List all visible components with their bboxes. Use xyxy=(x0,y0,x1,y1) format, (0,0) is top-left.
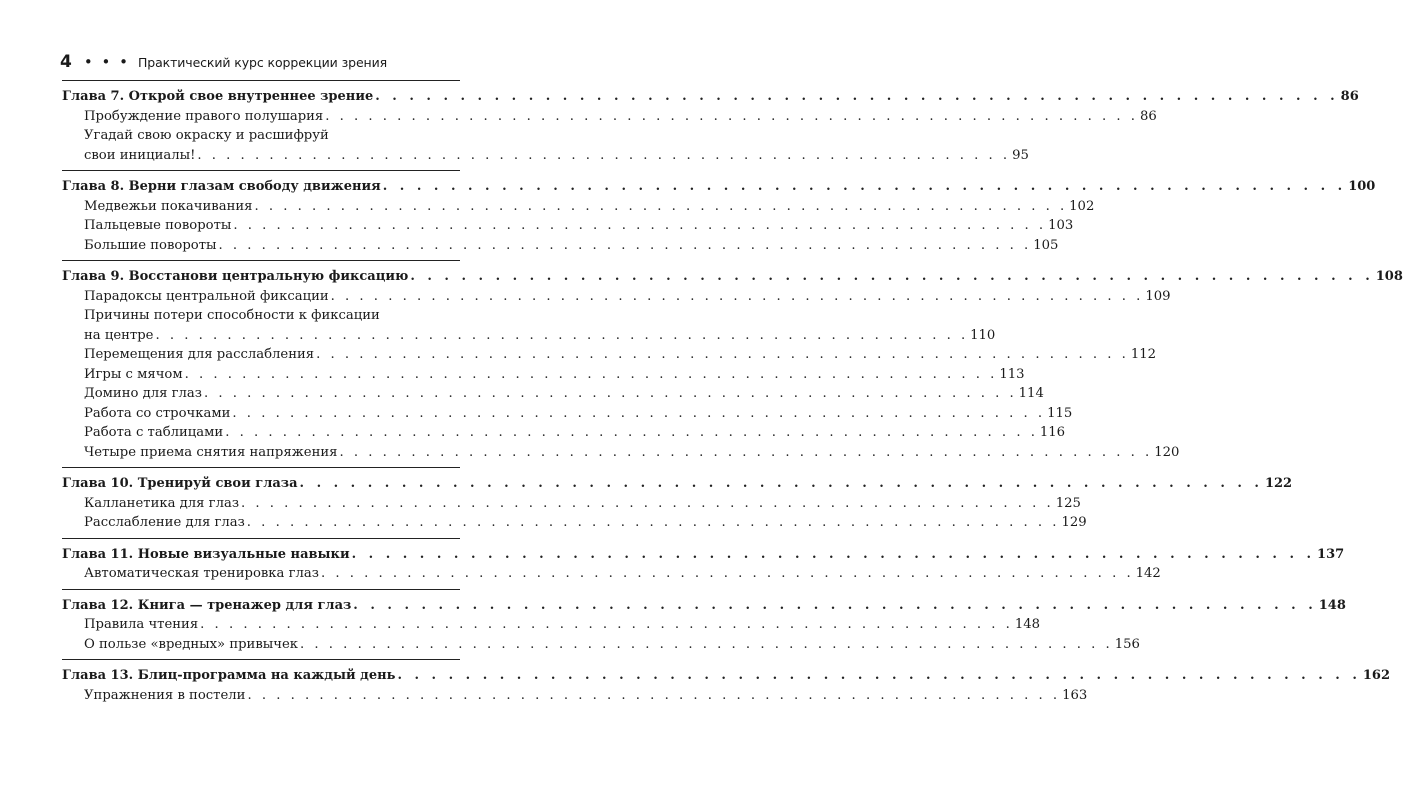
toc-entry-label: свои инициалы! xyxy=(84,147,196,163)
toc-entry-page-number: 112 xyxy=(1130,347,1156,362)
chapter-page-number: 137 xyxy=(1317,546,1345,562)
toc-entry-page-number: 115 xyxy=(1047,405,1073,421)
toc-entry[interactable] xyxy=(62,197,1095,217)
page-number: 4 xyxy=(60,52,72,72)
chapter-title: Глава 12. Книга — тренажер для глаз xyxy=(62,597,352,613)
chapter-heading[interactable] xyxy=(62,545,1345,565)
chapter-section xyxy=(62,467,1293,538)
toc-entry-page-number: 125 xyxy=(1055,495,1081,511)
toc-entry-label: Большие повороты xyxy=(84,237,217,253)
toc-entry[interactable] xyxy=(62,345,1156,365)
dot-leader: . . . . . . . . . . . . . . . . . . . . . . . . . . . . . . . . . . . . . . . . . . . . . . . . . . . . . . . . . xyxy=(351,546,1316,562)
toc-entry-label: на центре xyxy=(84,327,154,343)
dot-leader: . . . . . . . . . . . . . . . . . . . . . . . . . . . . . . . . . . . . . . . . . . . . . . . . . . . . . . . . . xyxy=(254,198,1068,214)
chapter-page-number: 148 xyxy=(1318,597,1346,613)
toc-entry-page-number: 114 xyxy=(1018,386,1044,401)
dot-leader: . . . . . . . . . . . . . . . . . . . . . . . . . . . . . . . . . . . . . . . . . . . . . . . . . . . . . . . . . xyxy=(203,386,1017,401)
toc-entry[interactable] xyxy=(62,686,1088,706)
toc-entry[interactable] xyxy=(62,365,1025,385)
dot-leader: . . . . . . . . . . . . . . . . . . . . . . . . . . . . . . . . . . . . . . . . . . . . . . . . . . . . . . . . . xyxy=(300,636,1113,652)
toc-entry[interactable] xyxy=(62,635,1140,655)
chapter-section xyxy=(62,260,1403,467)
toc-entry-page-number: 156 xyxy=(1114,636,1140,652)
toc-entry[interactable] xyxy=(62,216,1074,236)
toc-entry-page-number: 109 xyxy=(1145,288,1171,304)
toc-entry-page-number: 116 xyxy=(1039,425,1066,440)
chapter-heading[interactable] xyxy=(62,87,1359,107)
chapter-heading[interactable] xyxy=(62,474,1293,494)
chapter-page-number: 86 xyxy=(1340,89,1359,104)
toc-entry-page-number: 110 xyxy=(970,327,996,343)
toc-entry-label: Пальцевые повороты xyxy=(84,218,232,233)
toc-entry-page-number: 148 xyxy=(1014,617,1041,632)
chapter-heading[interactable] xyxy=(62,177,1376,197)
dot-leader: . . . . . . . . . . . . . . . . . . . . . . . . . . . . . . . . . . . . . . . . . . . . . . . . . . . . . . . . . xyxy=(184,366,998,382)
toc-entry[interactable] xyxy=(62,443,1180,463)
toc-entry-label: Пробуждение правого полушария xyxy=(84,108,324,124)
dot-leader: . . . . . . . . . . . . . . . . . . . . . . . . . . . . . . . . . . . . . . . . . . . . . . . . . . . . . . . . . xyxy=(200,617,1013,632)
toc-entry[interactable] xyxy=(62,564,1161,584)
chapter-title: Глава 8. Верни глазам свободу движения xyxy=(62,179,381,194)
dot-leader: . . . . . . . . . . . . . . . . . . . . . . . . . . . . . . . . . . . . . . . . . . . . . . . . . . . . . . . . . xyxy=(197,147,1011,163)
toc-entry[interactable] xyxy=(62,287,1171,307)
toc-entry[interactable] xyxy=(62,384,1044,404)
chapter-title: Глава 10. Тренируй свои глаза xyxy=(62,476,298,491)
toc-entry[interactable] xyxy=(62,107,1157,127)
toc-entry[interactable] xyxy=(62,494,1081,514)
chapter-page-number: 122 xyxy=(1264,476,1293,491)
dot-leader: . . . . . . . . . . . . . . . . . . . . . . . . . . . . . . . . . . . . . . . . . . . . . . . . . . . . . . . . . xyxy=(241,495,1054,511)
chapter-section xyxy=(62,80,1359,170)
chapter-page-number: 100 xyxy=(1348,179,1376,194)
dot-leader: . . . . . . . . . . . . . . . . . . . . . . . . . . . . . . . . . . . . . . . . . . . . . . . . . . . . . . . . . xyxy=(330,288,1144,304)
toc-entry-label: Домино для глаз xyxy=(84,386,202,401)
dot-leader: . . . . . . . . . . . . . . . . . . . . . . . . . . . . . . . . . . . . . . . . . . . . . . . . . . . . . . . . . xyxy=(320,566,1134,581)
toc-entry-label: Четыре приема снятия напряжения xyxy=(84,444,338,460)
toc-entry-page-number: 86 xyxy=(1139,108,1157,124)
chapter-heading[interactable] xyxy=(62,267,1403,287)
toc-entry-first-line[interactable]: Угадай свою окраску и расшифруй xyxy=(84,128,329,143)
toc-entry-label: Упражнения в постели xyxy=(84,687,246,703)
toc-entry-page-number: 163 xyxy=(1062,687,1088,703)
toc-entry-label: Расслабление для глаз xyxy=(84,515,245,530)
book-title: Практический курс коррекции зрения xyxy=(137,54,388,70)
dot-leader: . . . . . . . . . . . . . . . . . . . . . . . . . . . . . . . . . . . . . . . . . . . . . . . . . . . . . . . . . xyxy=(353,597,1317,613)
toc-entry-page-number: 95 xyxy=(1012,147,1029,163)
chapter-title: Глава 9. Восстанови центральную фиксацию xyxy=(62,269,409,284)
table-of-contents xyxy=(62,80,1403,710)
chapter-section xyxy=(62,659,1391,710)
toc-entry[interactable] xyxy=(62,423,1066,443)
dot-leader: . . . . . . . . . . . . . . . . . . . . . . . . . . . . . . . . . . . . . . . . . . . . . . . . . . . . . . . . . xyxy=(247,687,1061,703)
dot-leader: . . . . . . . . . . . . . . . . . . . . . . . . . . . . . . . . . . . . . . . . . . . . . . . . . . . . . . . . . xyxy=(397,668,1361,683)
dot-leader: . . . . . . . . . . . . . . . . . . . . . . . . . . . . . . . . . . . . . . . . . . . . . . . . . . . . . . . . . xyxy=(382,179,1347,194)
dot-leader: . . . . . . . . . . . . . . . . . . . . . . . . . . . . . . . . . . . . . . . . . . . . . . . . . . . . . . . . . xyxy=(410,269,1374,284)
dot-leader: . . . . . . . . . . . . . . . . . . . . . . . . . . . . . . . . . . . . . . . . . . . . . . . . . . . . . . . . . xyxy=(218,237,1032,253)
dot-leader: . . . . . . . . . . . . . . . . . . . . . . . . . . . . . . . . . . . . . . . . . . . . . . . . . . . . . . . . . xyxy=(232,405,1046,421)
toc-entry[interactable] xyxy=(62,146,1029,166)
toc-entry-page-number: 105 xyxy=(1033,237,1059,253)
toc-entry[interactable] xyxy=(62,513,1087,533)
chapter-heading[interactable] xyxy=(62,596,1346,616)
toc-entry-label: Работа с таблицами xyxy=(84,425,224,440)
dot-leader: . . . . . . . . . . . . . . . . . . . . . . . . . . . . . . . . . . . . . . . . . . . . . . . . . . . . . . . . . xyxy=(316,347,1129,362)
chapter-title: Глава 11. Новые визуальные навыки xyxy=(62,546,350,562)
toc-entry-label: Игры с мячом xyxy=(84,366,183,382)
running-header xyxy=(60,52,387,72)
dot-leader: . . . . . . . . . . . . . . . . . . . . . . . . . . . . . . . . . . . . . . . . . . . . . . . . . . . . . . . . . xyxy=(325,108,1138,124)
toc-entry-first-line[interactable]: Причины потери способности к фиксации xyxy=(84,308,380,323)
toc-entry[interactable] xyxy=(62,326,996,346)
chapter-page-number: 108 xyxy=(1375,269,1403,284)
dot-leader: . . . . . . . . . . . . . . . . . . . . . . . . . . . . . . . . . . . . . . . . . . . . . . . . . . . . . . . . . xyxy=(375,89,1339,104)
toc-entry-page-number: 120 xyxy=(1154,444,1180,460)
dot-leader: . . . . . . . . . . . . . . . . . . . . . . . . . . . . . . . . . . . . . . . . . . . . . . . . . . . . . . . . . xyxy=(233,218,1047,233)
toc-entry-label: Калланетика для глаз xyxy=(84,495,240,511)
chapter-heading[interactable] xyxy=(62,666,1391,686)
dot-leader: . . . . . . . . . . . . . . . . . . . . . . . . . . . . . . . . . . . . . . . . . . . . . . . . . . . . . . . . . xyxy=(155,327,969,343)
toc-entry-label: Перемещения для расслабления xyxy=(84,347,315,362)
toc-entry[interactable] xyxy=(62,236,1059,256)
dot-leader: . . . . . . . . . . . . . . . . . . . . . . . . . . . . . . . . . . . . . . . . . . . . . . . . . . . . . . . . . xyxy=(299,476,1263,491)
toc-entry-page-number: 103 xyxy=(1048,218,1074,233)
toc-entry-page-number: 142 xyxy=(1135,566,1161,581)
toc-entry-label: Парадоксы центральной фиксации xyxy=(84,288,329,304)
chapter-title: Глава 13. Блиц-программа на каждый день xyxy=(62,668,396,683)
dot-leader: . . . . . . . . . . . . . . . . . . . . . . . . . . . . . . . . . . . . . . . . . . . . . . . . . . . . . . . . . xyxy=(225,425,1038,440)
chapter-section xyxy=(62,589,1346,660)
dot-leader: . . . . . . . . . . . . . . . . . . . . . . . . . . . . . . . . . . . . . . . . . . . . . . . . . . . . . . . . . xyxy=(339,444,1153,460)
toc-entry-page-number: 113 xyxy=(999,366,1025,382)
dot-leader: . . . . . . . . . . . . . . . . . . . . . . . . . . . . . . . . . . . . . . . . . . . . . . . . . . . . . . . . . xyxy=(246,515,1060,530)
toc-entry[interactable] xyxy=(62,615,1041,635)
chapter-title: Глава 7. Открой свое внутреннее зрение xyxy=(62,89,374,104)
chapter-page-number: 162 xyxy=(1362,668,1391,683)
toc-entry[interactable] xyxy=(62,404,1073,424)
toc-entry-label: Медвежьи покачивания xyxy=(84,198,253,214)
toc-entry-label: Правила чтения xyxy=(84,617,199,632)
toc-entry-page-number: 102 xyxy=(1069,198,1095,214)
chapter-section xyxy=(62,538,1345,589)
toc-entry-label: Работа со строчками xyxy=(84,405,231,421)
chapter-section xyxy=(62,170,1376,260)
toc-entry-label: О пользе «вредных» привычек xyxy=(84,636,299,652)
toc-entry-label: Автоматическая тренировка глаз xyxy=(84,566,319,581)
header-ornament: • • • xyxy=(83,53,130,71)
toc-entry-page-number: 129 xyxy=(1061,515,1087,530)
